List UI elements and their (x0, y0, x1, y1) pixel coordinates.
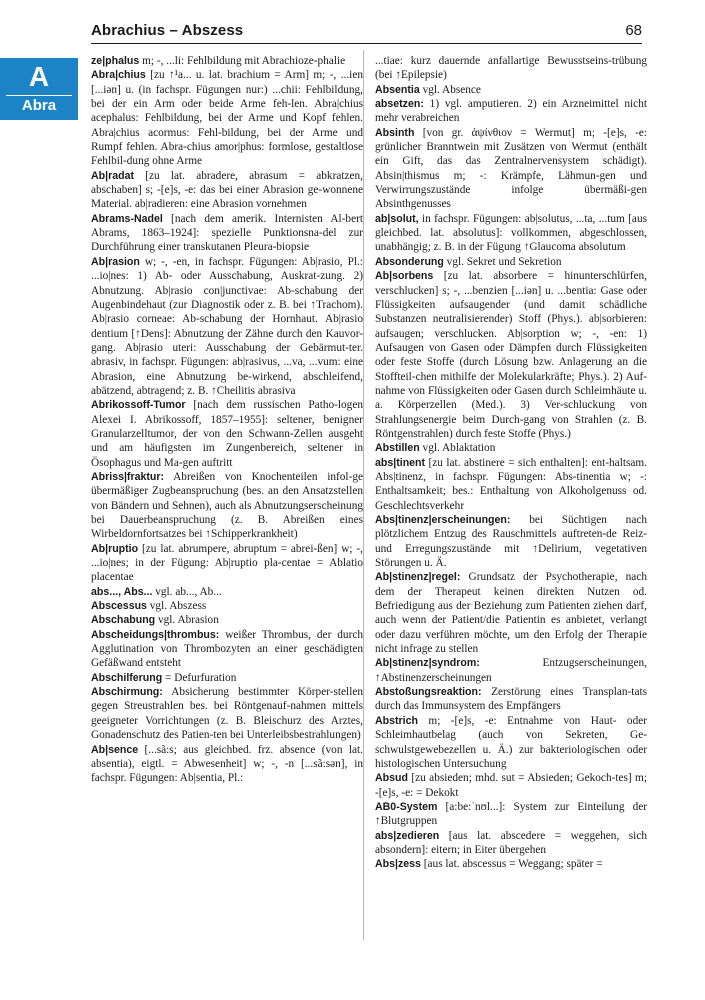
dictionary-entry (91, 255, 363, 398)
entry-headword: Abs|tinenz|erscheinungen: (375, 514, 511, 526)
entry-headword: Abscessus (91, 600, 147, 613)
entry-definition: Grundsatz der Psychotherapie, nach dem der Therapeut keinen direkten Nutzen od. Befriedigung aus der Beziehung zum Patienten ziehen darf, auch wenn der Patient/die Patientin es anbietet, verlangt oder dazu verführen möchte, um den Erfolg der Therapie nicht infrage zu stellen (375, 571, 647, 656)
entry-headword: AB0-System (375, 800, 438, 813)
entry-definition: vgl. Abszess (146, 600, 207, 613)
entry-headword: Abscheidungs|thrombus: (91, 628, 220, 641)
entry-headword: abs..., Abs... (91, 585, 153, 598)
entry-definition: [zu lat. absorbere = hinunterschlürfen, verschlucken] s; -, ...benzien [...iən] u. ...bentia: Gase oder Flüssigkeiten aufsaugender (und damit schädliche Substanzen neutralisierender) Stoff (Phys.). ab|sorbieren: aufsaugen; verschlucken. Ab|sorption w; -, -en: 1) Aufsaugen von Gasen oder Dämpfen durch Flüssigkeiten oder feste Stoffe (durch Lösung bzw. Anlagerung an die Stoffteil-chen mithilfe der Molekularkräfte; Phys.). 2) Auf-nahme von Flüssigkeiten oder Gasen durch Schleimhäute u. a. Körperzellen (Med.). 3) Ver-schluckung von Strahlungsenergie beim Durch-gang von Strahlen (z. B. Röntgenstrahlen) durch feste Stoffe (Phys.) (375, 270, 647, 440)
entry-headword: Abrams-Nadel (91, 212, 163, 225)
entry-headword: Abschabung (91, 614, 156, 627)
dictionary-entry (91, 585, 363, 599)
left-column (91, 54, 363, 786)
entry-definition: vgl. Ablaktation (419, 442, 496, 455)
page-header-title: Abrachius – Abszess (91, 22, 244, 39)
header-divider (91, 43, 642, 44)
entry-headword: ze|phalus (91, 55, 140, 67)
dictionary-entry (375, 685, 647, 714)
entry-definition: in fachspr. Fügungen: ab|solutus, ...ta, ...tum [aus gleichbed. lat. absolutus]: vollkommen, abgeschlossen, unabhängig; z. B. in der Fügung ↑Glaucoma absolutum (375, 212, 647, 254)
dictionary-entry (375, 255, 647, 269)
entry-headword: Ab|radat (91, 169, 134, 182)
dictionary-entry (375, 441, 647, 455)
dictionary-entry (375, 771, 647, 800)
entry-definition: bei Süchtigen nach plötzlichem Entzug des Rauschmittels auftreten-de Reiz- und Erregungszustände mit ↑Delirium, vegetativen Störungen u. Ä. (375, 514, 647, 570)
thumb-index-divider (6, 95, 72, 96)
entry-definition: Abreißen von Knochenteilen infol-ge übermäßiger Zugbeanspruchung (bes. an den Ansatzstellen von Bändern und Sehnen), auch als Abnutzungserscheinung bei Dauerbeanspruchung (z. B. Abreißen eines Wirbeldornfortsatzes bei ↑Schipperkrankheit) (91, 470, 363, 541)
entry-headword: Ab|stinenz|syndrom: (375, 657, 480, 670)
entry-definition: m; -, ...li: Fehlbildung mit Abrachioze-phalie (139, 55, 346, 67)
entry-headword: Absonderung (375, 255, 444, 268)
entry-definition: vgl. Sekret und Sekretion (443, 255, 562, 268)
entry-headword: Abstoßungsreaktion: (375, 686, 482, 699)
entry-definition: [zu lat. abstinere = sich enthalten]: ent-haltsam. Abs|tinenz, in fachspr. Fügungen: Abs-tinentia w; -: Enthaltsamkeit; bes.: Enthaltung von Alkoholgenuss od. Geschlechtsverkehr (375, 456, 647, 512)
dictionary-entry (375, 269, 647, 441)
entry-headword: Abstillen (375, 442, 420, 455)
entry-definition: vgl. ab..., Ab... (152, 585, 222, 598)
entry-headword: Abstrich (375, 714, 418, 727)
entry-definition: [aus lat. abscedere = weggehen, sich absondern]: eitern; in Eiter übergehen (375, 829, 647, 856)
dictionary-entry (375, 54, 647, 83)
dictionary-entry (91, 613, 363, 627)
dictionary-entry (375, 83, 647, 97)
dictionary-entry (375, 97, 647, 126)
entry-definition: [...sã:s; aus gleichbed. frz. absence (von lat. absentia), eigtl. = Abwesenheit] w; -, -n [...sã:sən], in fachspr. Fügungen: Ab|sentia, Pl.: (91, 743, 363, 785)
dictionary-entry (91, 470, 363, 542)
dictionary-entry (375, 570, 647, 656)
entry-definition: [a:be:ˈnʊl...]: System zur Einteilung der ↑Blutgruppen (375, 800, 647, 828)
dictionary-entry (91, 398, 363, 470)
dictionary-entry (91, 169, 363, 212)
entry-definition: vgl. Absence (419, 83, 481, 96)
dictionary-entry (91, 671, 363, 685)
entry-headword: absetzen: (375, 98, 424, 111)
entry-headword: Absinth (375, 126, 415, 139)
entry-definition: = Defurfuration (162, 671, 237, 684)
dictionary-entry (375, 513, 647, 570)
entry-definition: Zerstörung eines Transplan-tats durch das Immunsystem des Empfängers (375, 686, 647, 713)
right-column (375, 54, 647, 872)
entry-headword: Abriss|fraktur: (91, 470, 165, 483)
entry-headword: Absentia (375, 83, 420, 96)
entry-definition: [zu lat. abradere, abrasum = abkratzen, abschaben] s; -[e]s, -e: das bei einer Abrasion ge-wonnene Material. ab|radieren: eine Abrasion vornehmen (91, 169, 363, 211)
entry-definition: m; -[e]s, -e: Entnahme von Haut- oder Schleimhautbelag (auch von Sekreten, Ge-schwulstgewebezellen u. Ä.) zur bakteriologischen oder histologischen Untersuchung (375, 714, 647, 770)
page-number: 68 (625, 22, 642, 39)
entry-headword: abs|tinent (375, 456, 426, 469)
dictionary-entry (91, 685, 363, 742)
entry-headword: Ab|stinenz|regel: (375, 571, 461, 584)
entry-definition: weißer Thrombus, der durch Agglutination von Thrombozyten an einer geschädigten Gefäßwand entsteht (91, 628, 363, 670)
entry-definition: [von gr. ἀψίνθιον = Wermut] m; -[e]s, -e: grünlicher Branntwein mit Zusätzen von Wermut (enthält ein Gift, das das Zentralnervensystem schädigt). Absin|thismus m; -: Krämpfe, Lähmun-gen und Verwirrungszustände infolge übermäßi-gen Absinthgenusses (375, 126, 647, 211)
entry-headword: Abra|chius (91, 69, 146, 82)
dictionary-entry (375, 714, 647, 771)
dictionary-entry (375, 126, 647, 212)
entry-headword: Abrikossoff-Tumor (91, 399, 186, 412)
dictionary-entry (91, 628, 363, 671)
dictionary-entry (91, 54, 363, 68)
entry-headword: Abs|zess (375, 858, 421, 871)
dictionary-entry (91, 599, 363, 613)
dictionary-entry (91, 68, 363, 168)
entry-definition: w; -, -en, in fachspr. Fügungen: Ab|rasio, Pl.: ...io|nes: 1) Ab- oder Ausschabung, Auskrat-zung. 2) Abnutzung. Ab|rasio con|junctivae: Ab-schabung der Augenbindehaut (zur Diagnostik oder z. B. bei ↑Trachom). Ab|rasio corneae: Ab-schabung der Hornhaut. Ab|rasio dentium [↑Dens]: Abnutzung der Zähne durch den Kauvor-gang. Ab|rasio uteri: Ausschabung der Gebärmut-ter. abrasiv, in fachspr. Fügungen: ab|rasivus, ...va, ...vum: eine Abrasion, eine Abnutzung be-wirkend, abschleifend, abätzend, abtragend; z. B. ↑Cheilitis abrasiva (91, 255, 363, 397)
entry-headword: Abschirmung: (91, 686, 163, 699)
dictionary-entry (375, 656, 647, 685)
thumb-index-word: Abra (21, 97, 57, 114)
entry-definition: Entzugserscheinungen, ↑Abstinenzerscheinungen (375, 657, 647, 684)
entry-definition: [aus lat. abscessus = Weggang; später = (420, 858, 603, 871)
entry-headword: Absud (375, 772, 408, 785)
entry-headword: Ab|sence (91, 743, 139, 756)
entry-definition: [zu lat. abrumpere, abruptum = abrei-ßen] w; -, ...io|nes; in der Fügung: Ab|ruptio pla-centae = Ablatio placentae (91, 542, 363, 584)
dictionary-entry (91, 542, 363, 585)
thumb-index-tab (0, 58, 78, 120)
dictionary-entry (375, 800, 647, 829)
entry-headword: ab|solut, (375, 212, 419, 225)
entry-headword: Ab|ruptio (91, 542, 139, 555)
entry-definition: 1) vgl. amputieren. 2) ein Arzneimittel nicht mehr verabreichen (375, 98, 647, 125)
dictionary-entry (375, 456, 647, 513)
entry-headword: Ab|sorbens (375, 270, 434, 283)
entry-definition: [nach dem russischen Patho-logen Alexei I. Abrikossoff, 1857–1955]: seltener, benigner Granularzelltumor, der von den Schwann-Zellen ausgeht und am häufigsten im Zungenbereich, seltener in Ösophagus und Ma-gen auftritt (91, 399, 363, 469)
entry-definition: [zu ↑¹a... u. lat. brachium = Arm] m; -, ...ien [...iən] u. (in fachspr. Fügungen nur:) ...chii: Fehlbildung, bei der ein Arm oder beide Arme feh-len. Abra|chius acephalus: Fehlbildung, bei der Arme und Kopf fehlen. Abra|chius acormus: Fehl-bildung, bei der Arme und Rumpf fehlen. Abra-chius amor|phus: formlose, gestaltlose Fehlbil-dung ohne Arme (91, 69, 363, 168)
dictionary-entry (375, 212, 647, 255)
dictionary-entry (91, 743, 363, 786)
entry-definition: [zu absieden; mhd. sut = Absieden; Gekoch-tes] m; -[e]s, -e: = Dekokt (375, 772, 647, 799)
entry-headword: Abschilferung (91, 671, 163, 684)
entry-headword: abs|zedieren (375, 829, 440, 842)
entry-definition: ...tiae: kurz dauernde anfallartige Bewusstseins-trübung (bei ↑Epilepsie) (375, 55, 647, 82)
dictionary-entry (375, 829, 647, 858)
entry-definition: vgl. Abrasion (155, 614, 219, 627)
entry-headword: Ab|rasion (91, 255, 140, 268)
entry-definition: [nach dem amerik. Internisten Al-bert Abrams, 1863–1924]: spezielle Punktionsna-del zur Durchführung einer transkutanen Pleura-biopsie (91, 212, 363, 254)
thumb-index-letter: A (28, 61, 50, 92)
entry-definition: Absicherung bestimmter Körper-stellen gegen Streustrahlen bes. bei Röntgenauf-nahmen mittels geeigneter Vorrichtungen (z. B. Bleischurz des Arztes, Gonadenschutz des Patien-ten bei Unterleibsbestrahlungen) (91, 686, 363, 742)
column-divider (363, 50, 364, 940)
dictionary-entry (375, 857, 647, 871)
dictionary-entry (91, 212, 363, 255)
